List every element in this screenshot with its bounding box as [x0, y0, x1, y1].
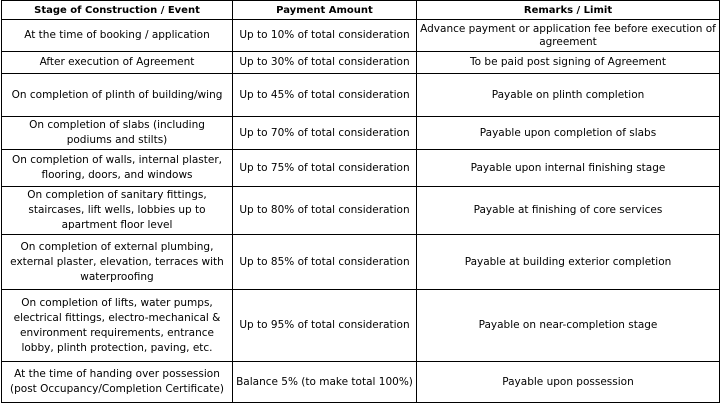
payment-cell: Balance 5% (to make total 100%)	[233, 362, 417, 403]
stage-cell: On completion of lifts, water pumps, electrical fittings, electro-mechanical & environment requirements, entrance lobby, plinth protection, paving, etc.	[2, 290, 233, 362]
stage-cell: On completion of sanitary fittings, staircases, lift wells, lobbies up to apartment floor level	[2, 187, 233, 235]
table-row	[2, 52, 720, 74]
payment-cell: Up to 80% of total consideration	[233, 187, 417, 235]
payment-cell: Up to 10% of total consideration	[233, 20, 417, 52]
payment-cell: Up to 45% of total consideration	[233, 74, 417, 117]
header-stage: Stage of Construction / Event	[2, 1, 233, 20]
table-row	[2, 150, 720, 187]
header-payment: Payment Amount	[233, 1, 417, 20]
table-row	[2, 235, 720, 290]
remarks-cell: Payable at finishing of core services	[417, 187, 720, 235]
stage-cell: On completion of walls, internal plaster, flooring, doors, and windows	[2, 150, 233, 187]
payment-cell: Up to 75% of total consideration	[233, 150, 417, 187]
remarks-cell: Payable on near-completion stage	[417, 290, 720, 362]
table-row	[2, 117, 720, 150]
stage-cell: On completion of plinth of building/wing	[2, 74, 233, 117]
table-row	[2, 74, 720, 117]
remarks-cell: Advance payment or application fee before execution of agreement	[417, 20, 720, 52]
stage-cell: On completion of external plumbing, external plaster, elevation, terraces with waterproofing	[2, 235, 233, 290]
header-remarks: Remarks / Limit	[417, 1, 720, 20]
payment-cell: Up to 95% of total consideration	[233, 290, 417, 362]
table-row	[2, 362, 720, 403]
payment-cell: Up to 85% of total consideration	[233, 235, 417, 290]
payment-schedule-table	[1, 0, 720, 403]
table-row	[2, 290, 720, 362]
payment-cell: Up to 70% of total consideration	[233, 117, 417, 150]
payment-cell: Up to 30% of total consideration	[233, 52, 417, 74]
remarks-cell: Payable upon possession	[417, 362, 720, 403]
stage-cell: At the time of booking / application	[2, 20, 233, 52]
table-row	[2, 20, 720, 52]
remarks-cell: Payable on plinth completion	[417, 74, 720, 117]
table-row	[2, 187, 720, 235]
stage-cell: On completion of slabs (including podiums and stilts)	[2, 117, 233, 150]
stage-cell: After execution of Agreement	[2, 52, 233, 74]
table-header-row	[2, 1, 720, 20]
remarks-cell: Payable at building exterior completion	[417, 235, 720, 290]
remarks-cell: Payable upon internal finishing stage	[417, 150, 720, 187]
remarks-cell: Payable upon completion of slabs	[417, 117, 720, 150]
remarks-cell: To be paid post signing of Agreement	[417, 52, 720, 74]
stage-cell: At the time of handing over possession (post Occupancy/Completion Certificate)	[2, 362, 233, 403]
